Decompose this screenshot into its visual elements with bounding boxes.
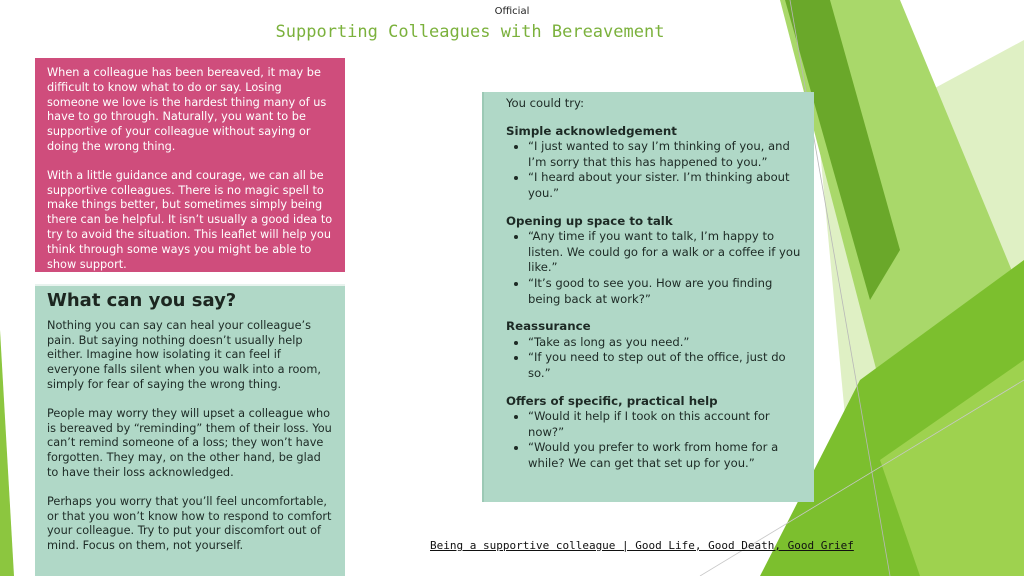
suggestion-item: • “Take as long as you need.”	[528, 335, 804, 351]
section-simple-acknowledgement	[506, 124, 804, 202]
section-practical-help	[506, 394, 804, 472]
suggestion-item: • “It’s good to see you. How are you finding being back at work?”	[528, 276, 804, 307]
what-paragraph: People may worry they will upset a colleague who is bereaved by “reminding” them of their loss. You can’t remind someone of a loss; they won’t have forgotten. They may, on the other hand, be glad to have their loss acknowledged.	[47, 406, 332, 479]
try-intro: You could try:	[506, 96, 584, 110]
suggestion-list	[506, 335, 804, 382]
suggestion-list	[506, 139, 804, 201]
suggestion-item: • “I heard about your sister. I’m thinking about you.”	[528, 170, 804, 201]
suggestion-item: • “Would it help if I took on this account for now?”	[528, 409, 804, 440]
suggestion-item: • “Would you prefer to work from home for a while? We can get that set up for you.”	[528, 440, 804, 471]
section-reassurance	[506, 319, 804, 381]
page-title: Supporting Colleagues with Bereavement	[275, 22, 665, 42]
section-opening-up-space	[506, 214, 804, 308]
what-paragraph: Nothing you can say can heal your colleague’s pain. But saying nothing doesn’t usually help either. Imagine how isolating it can feel if everyone falls silent when you walk into a room, simply for fear of saying the wrong thing.	[47, 318, 321, 391]
suggestion-item: • “If you need to step out of the office, just do so.”	[528, 350, 804, 381]
deco-left-sliver	[0, 330, 14, 576]
suggestion-list	[506, 229, 804, 307]
suggestion-list	[506, 409, 804, 471]
what-paragraph: Perhaps you worry that you’ll feel uncomfortable, or that you won’t know how to respond to comfort your colleague. Try to put your discomfort out of mind. Focus on them, not yourself.	[47, 494, 332, 553]
section-heading: Simple acknowledgement	[506, 123, 677, 138]
what-heading: What can you say?	[47, 290, 237, 311]
intro-paragraph: When a colleague has been bereaved, it may be difficult to know what to do or say. Losing someone we love is the hardest thing many of us have to go through. Naturally, you want to be supportive of your colleague without saying or doing the wrong thing.	[47, 66, 327, 153]
section-heading: Opening up space to talk	[506, 213, 673, 228]
intro-paragraph: With a little guidance and courage, we can all be supportive colleagues. There is no magic spell to make things better, but sometimes simply being there can be helpful. It isn’t usually a good idea to try to avoid the situation. This leaflet will help you think through some ways you might be able to show support.	[47, 168, 333, 271]
intro-box	[35, 58, 345, 272]
section-heading: Offers of specific, practical help	[506, 393, 718, 408]
section-heading: Reassurance	[506, 319, 591, 334]
classification-label: Official	[494, 6, 530, 17]
source-link[interactable]: Being a supportive colleague | Good Life, Good Death, Good Grief	[430, 539, 854, 552]
suggestion-item: • “I just wanted to say I’m thinking of you, and I’m sorry that this has happened to you.”	[528, 139, 804, 170]
suggestion-item: • “Any time if you want to talk, I’m happy to listen. We could go for a walk or a coffee if you like.”	[528, 229, 804, 276]
you-could-try-box	[482, 92, 814, 502]
what-can-you-say-box	[35, 284, 345, 576]
